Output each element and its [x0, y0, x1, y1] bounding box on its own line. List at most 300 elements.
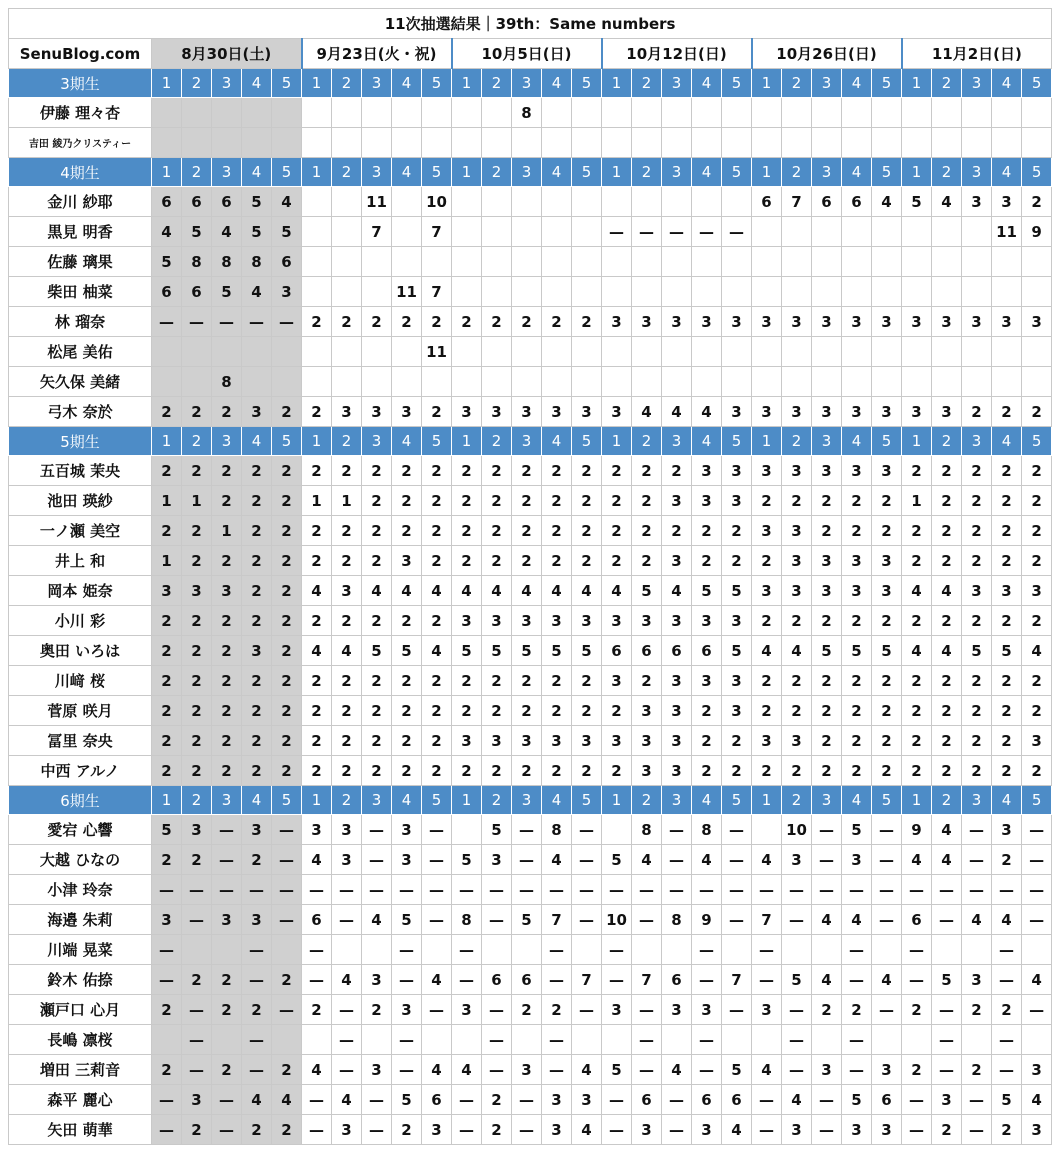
- result-cell: 4: [242, 1085, 272, 1115]
- result-cell: [572, 247, 602, 277]
- result-cell: 2: [512, 516, 542, 546]
- result-cell: [662, 1025, 692, 1055]
- result-cell: 3: [182, 576, 212, 606]
- slot-number: 2: [632, 786, 662, 815]
- result-cell: 8: [632, 815, 662, 845]
- result-cell: —: [722, 905, 752, 935]
- result-cell: —: [242, 875, 272, 905]
- result-cell: 5: [362, 636, 392, 666]
- result-cell: 2: [362, 546, 392, 576]
- result-cell: [422, 247, 452, 277]
- result-cell: 2: [962, 756, 992, 786]
- result-cell: 1: [152, 546, 182, 576]
- result-cell: [842, 277, 872, 307]
- result-cell: —: [182, 307, 212, 337]
- result-cell: 2: [362, 307, 392, 337]
- result-cell: 2: [1022, 486, 1052, 516]
- result-cell: 3: [542, 1085, 572, 1115]
- result-cell: 2: [812, 995, 842, 1025]
- result-cell: 11: [422, 337, 452, 367]
- result-cell: 5: [812, 636, 842, 666]
- result-cell: [542, 247, 572, 277]
- slot-number: 5: [872, 786, 902, 815]
- result-cell: —: [632, 875, 662, 905]
- result-cell: [1022, 98, 1052, 128]
- result-cell: [332, 247, 362, 277]
- result-cell: 2: [182, 606, 212, 636]
- result-cell: 5: [722, 1055, 752, 1085]
- result-cell: 6: [422, 1085, 452, 1115]
- result-cell: 2: [842, 756, 872, 786]
- result-cell: 2: [452, 516, 482, 546]
- result-cell: 4: [362, 905, 392, 935]
- result-cell: 4: [422, 1055, 452, 1085]
- result-cell: 2: [182, 546, 212, 576]
- slot-number: 4: [392, 786, 422, 815]
- result-cell: —: [152, 965, 182, 995]
- result-cell: 2: [872, 726, 902, 756]
- result-cell: 2: [572, 516, 602, 546]
- member-name: 柴田 柚菜: [9, 277, 152, 307]
- slot-number: 4: [242, 158, 272, 187]
- result-cell: 3: [242, 397, 272, 427]
- result-cell: 3: [752, 397, 782, 427]
- result-cell: —: [392, 1055, 422, 1085]
- result-cell: —: [482, 1025, 512, 1055]
- result-cell: [902, 247, 932, 277]
- slot-number: 2: [182, 158, 212, 187]
- result-cell: —: [422, 905, 452, 935]
- result-cell: 5: [842, 1085, 872, 1115]
- result-cell: 3: [992, 576, 1022, 606]
- result-cell: —: [782, 995, 812, 1025]
- result-cell: 6: [902, 905, 932, 935]
- result-cell: [1022, 277, 1052, 307]
- result-cell: [962, 1025, 992, 1055]
- result-cell: —: [332, 995, 362, 1025]
- result-cell: 4: [332, 965, 362, 995]
- result-cell: 3: [272, 277, 302, 307]
- result-cell: 2: [422, 516, 452, 546]
- result-cell: 2: [932, 1115, 962, 1145]
- result-cell: 4: [452, 1055, 482, 1085]
- result-cell: 2: [392, 486, 422, 516]
- result-cell: —: [992, 875, 1022, 905]
- result-cell: 2: [152, 666, 182, 696]
- result-cell: —: [632, 217, 662, 247]
- result-cell: 2: [692, 756, 722, 786]
- result-cell: —: [692, 217, 722, 247]
- result-cell: —: [302, 875, 332, 905]
- result-cell: 2: [962, 486, 992, 516]
- result-cell: —: [182, 995, 212, 1025]
- result-cell: 3: [1022, 1055, 1052, 1085]
- result-cell: 2: [182, 756, 212, 786]
- result-cell: 3: [782, 516, 812, 546]
- member-row: [9, 546, 1052, 576]
- result-cell: 2: [992, 1115, 1022, 1145]
- result-cell: 2: [572, 696, 602, 726]
- result-cell: [872, 128, 902, 158]
- slot-number: 1: [752, 69, 782, 98]
- generation-label: 5期生: [9, 427, 152, 456]
- slot-number: 1: [452, 69, 482, 98]
- result-cell: —: [662, 1115, 692, 1145]
- slot-number: 2: [482, 427, 512, 456]
- result-cell: 2: [242, 486, 272, 516]
- result-cell: —: [752, 1085, 782, 1115]
- result-cell: 3: [782, 546, 812, 576]
- result-cell: 2: [302, 456, 332, 486]
- result-cell: —: [872, 875, 902, 905]
- result-cell: —: [842, 1055, 872, 1085]
- result-cell: 11: [362, 187, 392, 217]
- result-cell: 3: [1022, 1115, 1052, 1145]
- result-cell: 2: [512, 756, 542, 786]
- result-cell: 2: [182, 726, 212, 756]
- member-name: 林 瑠奈: [9, 307, 152, 337]
- member-row: [9, 247, 1052, 277]
- result-cell: 2: [242, 516, 272, 546]
- result-cell: 3: [392, 845, 422, 875]
- slot-number: 5: [722, 158, 752, 187]
- result-cell: 3: [752, 995, 782, 1025]
- slot-number: 1: [902, 786, 932, 815]
- result-cell: 2: [362, 756, 392, 786]
- result-cell: 2: [542, 666, 572, 696]
- slot-number: 4: [392, 427, 422, 456]
- result-cell: 6: [692, 1085, 722, 1115]
- result-cell: —: [662, 1085, 692, 1115]
- result-cell: [392, 247, 422, 277]
- result-cell: [152, 98, 182, 128]
- result-cell: —: [572, 905, 602, 935]
- result-cell: [512, 1025, 542, 1055]
- result-cell: [482, 337, 512, 367]
- result-cell: 3: [152, 576, 182, 606]
- result-cell: 2: [212, 965, 242, 995]
- slot-number: 4: [992, 786, 1022, 815]
- result-cell: —: [842, 935, 872, 965]
- result-cell: 3: [392, 397, 422, 427]
- result-cell: —: [752, 875, 782, 905]
- result-cell: [362, 277, 392, 307]
- result-cell: 4: [992, 905, 1022, 935]
- title-row: [9, 9, 1052, 39]
- result-cell: 2: [992, 456, 1022, 486]
- result-cell: 2: [1022, 546, 1052, 576]
- member-row: [9, 965, 1052, 995]
- result-cell: 5: [152, 815, 182, 845]
- result-cell: [452, 128, 482, 158]
- result-cell: [242, 337, 272, 367]
- result-cell: —: [152, 1115, 182, 1145]
- result-cell: [992, 98, 1022, 128]
- date-header: 11月2日(日): [902, 39, 1052, 69]
- result-cell: 2: [902, 516, 932, 546]
- result-cell: [482, 128, 512, 158]
- result-cell: [512, 367, 542, 397]
- result-cell: 4: [542, 845, 572, 875]
- result-cell: 5: [572, 636, 602, 666]
- result-cell: —: [932, 1055, 962, 1085]
- result-cell: —: [272, 815, 302, 845]
- result-cell: 4: [632, 397, 662, 427]
- result-cell: [632, 247, 662, 277]
- result-cell: [212, 98, 242, 128]
- result-cell: —: [182, 1055, 212, 1085]
- result-cell: [902, 337, 932, 367]
- result-cell: 7: [422, 277, 452, 307]
- result-cell: 2: [962, 397, 992, 427]
- member-row: [9, 516, 1052, 546]
- result-cell: 2: [392, 516, 422, 546]
- slot-number: 5: [1022, 786, 1052, 815]
- result-cell: 2: [782, 606, 812, 636]
- member-name: 鈴木 佑捺: [9, 965, 152, 995]
- result-cell: [902, 367, 932, 397]
- result-cell: 2: [242, 726, 272, 756]
- result-cell: 2: [242, 546, 272, 576]
- result-cell: 4: [542, 576, 572, 606]
- result-cell: 6: [632, 1085, 662, 1115]
- slot-number: 4: [842, 158, 872, 187]
- result-cell: 3: [632, 756, 662, 786]
- result-cell: 4: [572, 1055, 602, 1085]
- result-cell: 2: [362, 726, 392, 756]
- result-cell: 2: [482, 756, 512, 786]
- slot-number: 5: [1022, 158, 1052, 187]
- result-cell: [242, 367, 272, 397]
- result-cell: 2: [302, 756, 332, 786]
- slot-number: 4: [992, 427, 1022, 456]
- result-cell: —: [212, 1085, 242, 1115]
- result-cell: 2: [212, 606, 242, 636]
- result-cell: —: [392, 875, 422, 905]
- member-name: 井上 和: [9, 546, 152, 576]
- date-row: [9, 39, 1052, 69]
- result-cell: —: [212, 307, 242, 337]
- result-cell: 3: [182, 1085, 212, 1115]
- slot-number: 4: [692, 427, 722, 456]
- result-cell: [512, 217, 542, 247]
- result-cell: —: [482, 905, 512, 935]
- result-cell: [482, 247, 512, 277]
- slot-number: 3: [362, 786, 392, 815]
- result-cell: —: [602, 935, 632, 965]
- member-name: 池田 瑛紗: [9, 486, 152, 516]
- slot-number: 5: [272, 427, 302, 456]
- result-cell: 3: [782, 397, 812, 427]
- result-cell: 2: [182, 636, 212, 666]
- result-cell: [752, 337, 782, 367]
- result-cell: [932, 367, 962, 397]
- result-cell: [842, 128, 872, 158]
- result-cell: [692, 98, 722, 128]
- result-cell: 3: [722, 486, 752, 516]
- slot-number: 3: [812, 427, 842, 456]
- slot-number: 2: [182, 786, 212, 815]
- result-cell: 2: [152, 726, 182, 756]
- member-name: 瀬戸口 心月: [9, 995, 152, 1025]
- slot-number: 1: [452, 427, 482, 456]
- result-cell: 3: [542, 1115, 572, 1145]
- result-cell: 2: [272, 516, 302, 546]
- result-cell: —: [332, 1025, 362, 1055]
- result-cell: [782, 128, 812, 158]
- result-cell: 6: [182, 187, 212, 217]
- result-cell: —: [422, 995, 452, 1025]
- result-cell: [632, 128, 662, 158]
- result-cell: 2: [872, 756, 902, 786]
- result-cell: [812, 367, 842, 397]
- date-header: 8月30日(土): [152, 39, 302, 69]
- result-cell: 2: [782, 666, 812, 696]
- result-cell: [602, 367, 632, 397]
- result-cell: —: [182, 1025, 212, 1055]
- result-cell: 3: [452, 995, 482, 1025]
- slot-number: 3: [512, 786, 542, 815]
- result-cell: 3: [392, 815, 422, 845]
- result-cell: 3: [632, 696, 662, 726]
- member-name: 川端 晃菜: [9, 935, 152, 965]
- member-row: [9, 128, 1052, 158]
- result-cell: 2: [1022, 696, 1052, 726]
- result-cell: 2: [932, 606, 962, 636]
- result-cell: 2: [392, 666, 422, 696]
- slot-number: 2: [332, 786, 362, 815]
- result-cell: [482, 367, 512, 397]
- result-cell: 2: [962, 516, 992, 546]
- result-cell: 4: [932, 576, 962, 606]
- result-cell: 4: [302, 636, 332, 666]
- result-cell: [602, 337, 632, 367]
- result-cell: 2: [152, 636, 182, 666]
- result-cell: —: [602, 1115, 632, 1145]
- result-cell: 2: [272, 576, 302, 606]
- result-cell: [962, 337, 992, 367]
- result-cell: 2: [812, 486, 842, 516]
- slot-number: 3: [212, 158, 242, 187]
- result-cell: [452, 217, 482, 247]
- slot-number: 2: [182, 69, 212, 98]
- result-cell: 2: [212, 1055, 242, 1085]
- result-cell: 3: [452, 606, 482, 636]
- result-cell: 2: [302, 546, 332, 576]
- result-cell: 3: [962, 187, 992, 217]
- result-cell: [362, 367, 392, 397]
- result-cell: 3: [662, 606, 692, 636]
- date-header: 10月12日(日): [602, 39, 752, 69]
- result-cell: 3: [872, 546, 902, 576]
- result-cell: 2: [452, 546, 482, 576]
- result-cell: 5: [692, 576, 722, 606]
- result-cell: 2: [632, 486, 662, 516]
- result-cell: [482, 187, 512, 217]
- result-cell: 5: [182, 217, 212, 247]
- result-cell: 7: [542, 905, 572, 935]
- result-cell: —: [212, 1115, 242, 1145]
- result-cell: 2: [212, 666, 242, 696]
- result-cell: 2: [872, 606, 902, 636]
- result-cell: [512, 128, 542, 158]
- result-cell: 3: [992, 187, 1022, 217]
- result-cell: 3: [602, 995, 632, 1025]
- result-cell: 3: [542, 397, 572, 427]
- result-cell: 3: [992, 815, 1022, 845]
- result-cell: 3: [962, 965, 992, 995]
- result-cell: —: [542, 1025, 572, 1055]
- result-cell: 2: [572, 546, 602, 576]
- result-cell: [512, 187, 542, 217]
- result-cell: 8: [182, 247, 212, 277]
- result-cell: [452, 277, 482, 307]
- result-cell: 4: [572, 576, 602, 606]
- result-cell: 2: [362, 456, 392, 486]
- result-cell: 2: [512, 696, 542, 726]
- slot-number: 3: [512, 158, 542, 187]
- result-cell: 3: [842, 307, 872, 337]
- result-cell: 2: [152, 1055, 182, 1085]
- result-cell: 3: [992, 307, 1022, 337]
- result-cell: 3: [782, 456, 812, 486]
- member-row: [9, 726, 1052, 756]
- result-cell: [482, 98, 512, 128]
- result-cell: —: [362, 845, 392, 875]
- slot-number: 2: [932, 69, 962, 98]
- slot-number: 5: [722, 427, 752, 456]
- result-cell: 2: [782, 696, 812, 726]
- result-cell: 2: [182, 845, 212, 875]
- result-cell: 2: [752, 486, 782, 516]
- result-cell: 2: [302, 606, 332, 636]
- result-cell: 3: [812, 307, 842, 337]
- result-cell: 4: [812, 965, 842, 995]
- result-cell: 3: [962, 576, 992, 606]
- result-cell: [932, 277, 962, 307]
- result-cell: 6: [872, 1085, 902, 1115]
- member-name: 奥田 いろは: [9, 636, 152, 666]
- result-cell: 5: [272, 217, 302, 247]
- result-cell: 2: [842, 516, 872, 546]
- result-cell: 2: [1022, 666, 1052, 696]
- result-cell: [212, 128, 242, 158]
- result-cell: 2: [992, 726, 1022, 756]
- result-cell: 2: [512, 456, 542, 486]
- result-cell: 3: [692, 1115, 722, 1145]
- member-row: [9, 1085, 1052, 1115]
- result-cell: 2: [902, 696, 932, 726]
- result-cell: [272, 367, 302, 397]
- result-cell: 2: [992, 696, 1022, 726]
- result-cell: —: [812, 815, 842, 845]
- member-name: 冨里 奈央: [9, 726, 152, 756]
- result-cell: 3: [722, 696, 752, 726]
- result-cell: 4: [932, 636, 962, 666]
- result-cell: 3: [482, 845, 512, 875]
- result-cell: 3: [782, 307, 812, 337]
- result-cell: 2: [482, 666, 512, 696]
- result-cell: 6: [662, 636, 692, 666]
- result-cell: [242, 128, 272, 158]
- result-cell: —: [1022, 995, 1052, 1025]
- slot-number: 2: [932, 158, 962, 187]
- result-cell: 2: [182, 1115, 212, 1145]
- slot-number: 5: [422, 158, 452, 187]
- result-cell: [962, 247, 992, 277]
- result-cell: —: [212, 875, 242, 905]
- slot-number: 4: [242, 427, 272, 456]
